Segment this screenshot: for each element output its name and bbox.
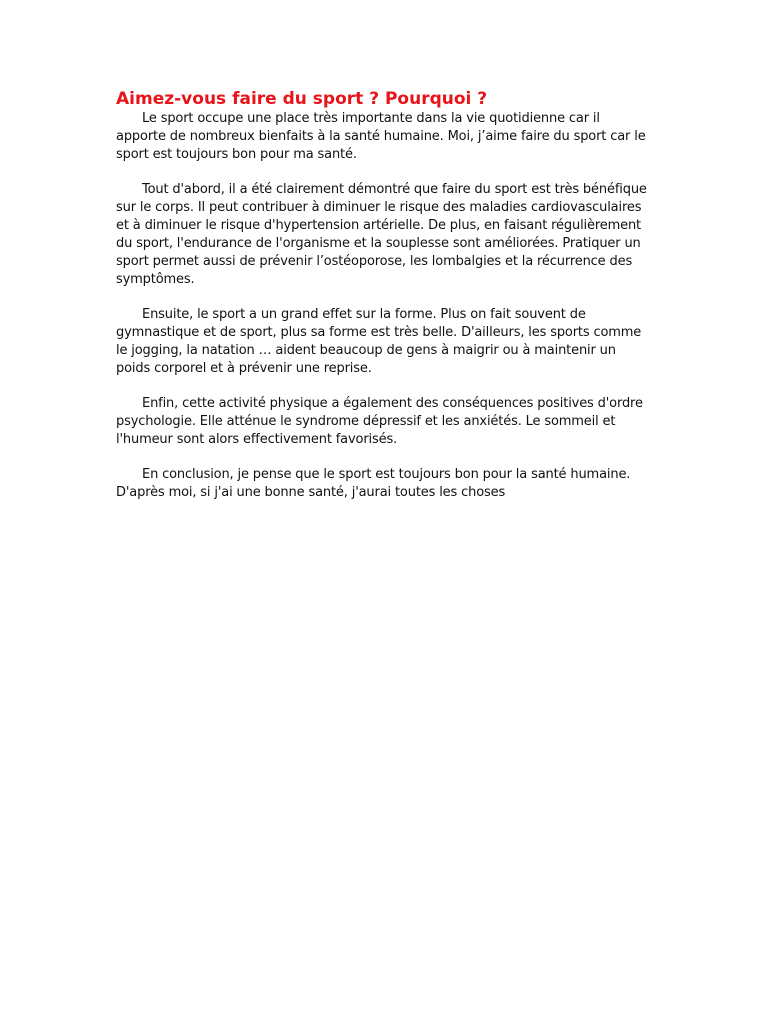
paragraph-conclusion: En conclusion, je pense que le sport est toujours bon pour la santé humaine. D'après moi, si j'ai une bonne santé, j'aurai toutes les choses — [116, 467, 631, 500]
document-title: Aimez-vous faire du sport ? Pourquoi ? — [116, 89, 488, 109]
paragraph-physical-benefits: Tout d'abord, il a été clairement démontré que faire du sport est très bénéfique sur le corps. Il peut contribuer à diminuer le risque des maladies cardiovasculaires et à diminuer le risque d'hypertension artérielle. De plus, en faisant régulièrement du sport, l'endurance de l'organisme et la souplesse sont améliorées. Pratiquer un sport permet aussi de prévenir l’ostéoporose, les lombalgies et la récurrence des symptômes. — [116, 182, 647, 287]
paragraph-psychological-benefits: Enfin, cette activité physique a également des conséquences positives d'ordre psychologie. Elle atténue le syndrome dépressif et les anxiétés. Le sommeil et l'humeur sont alors effectivement favorisés. — [116, 396, 643, 447]
paragraph-fitness: Ensuite, le sport a un grand effet sur la forme. Plus on fait souvent de gymnastique et de sport, plus sa forme est très belle. D'ailleurs, les sports comme le jogging, la natation … aident beaucoup de gens à maigrir ou à maintenir un poids corporel et à prévenir une reprise. — [116, 307, 642, 376]
paragraph-introduction: Le sport occupe une place très importante dans la vie quotidienne car il apporte de nombreux bienfaits à la santé humaine. Moi, j’aime faire du sport car le sport est toujours bon pour ma santé. — [116, 111, 646, 162]
document-page — [116, 88, 652, 519]
